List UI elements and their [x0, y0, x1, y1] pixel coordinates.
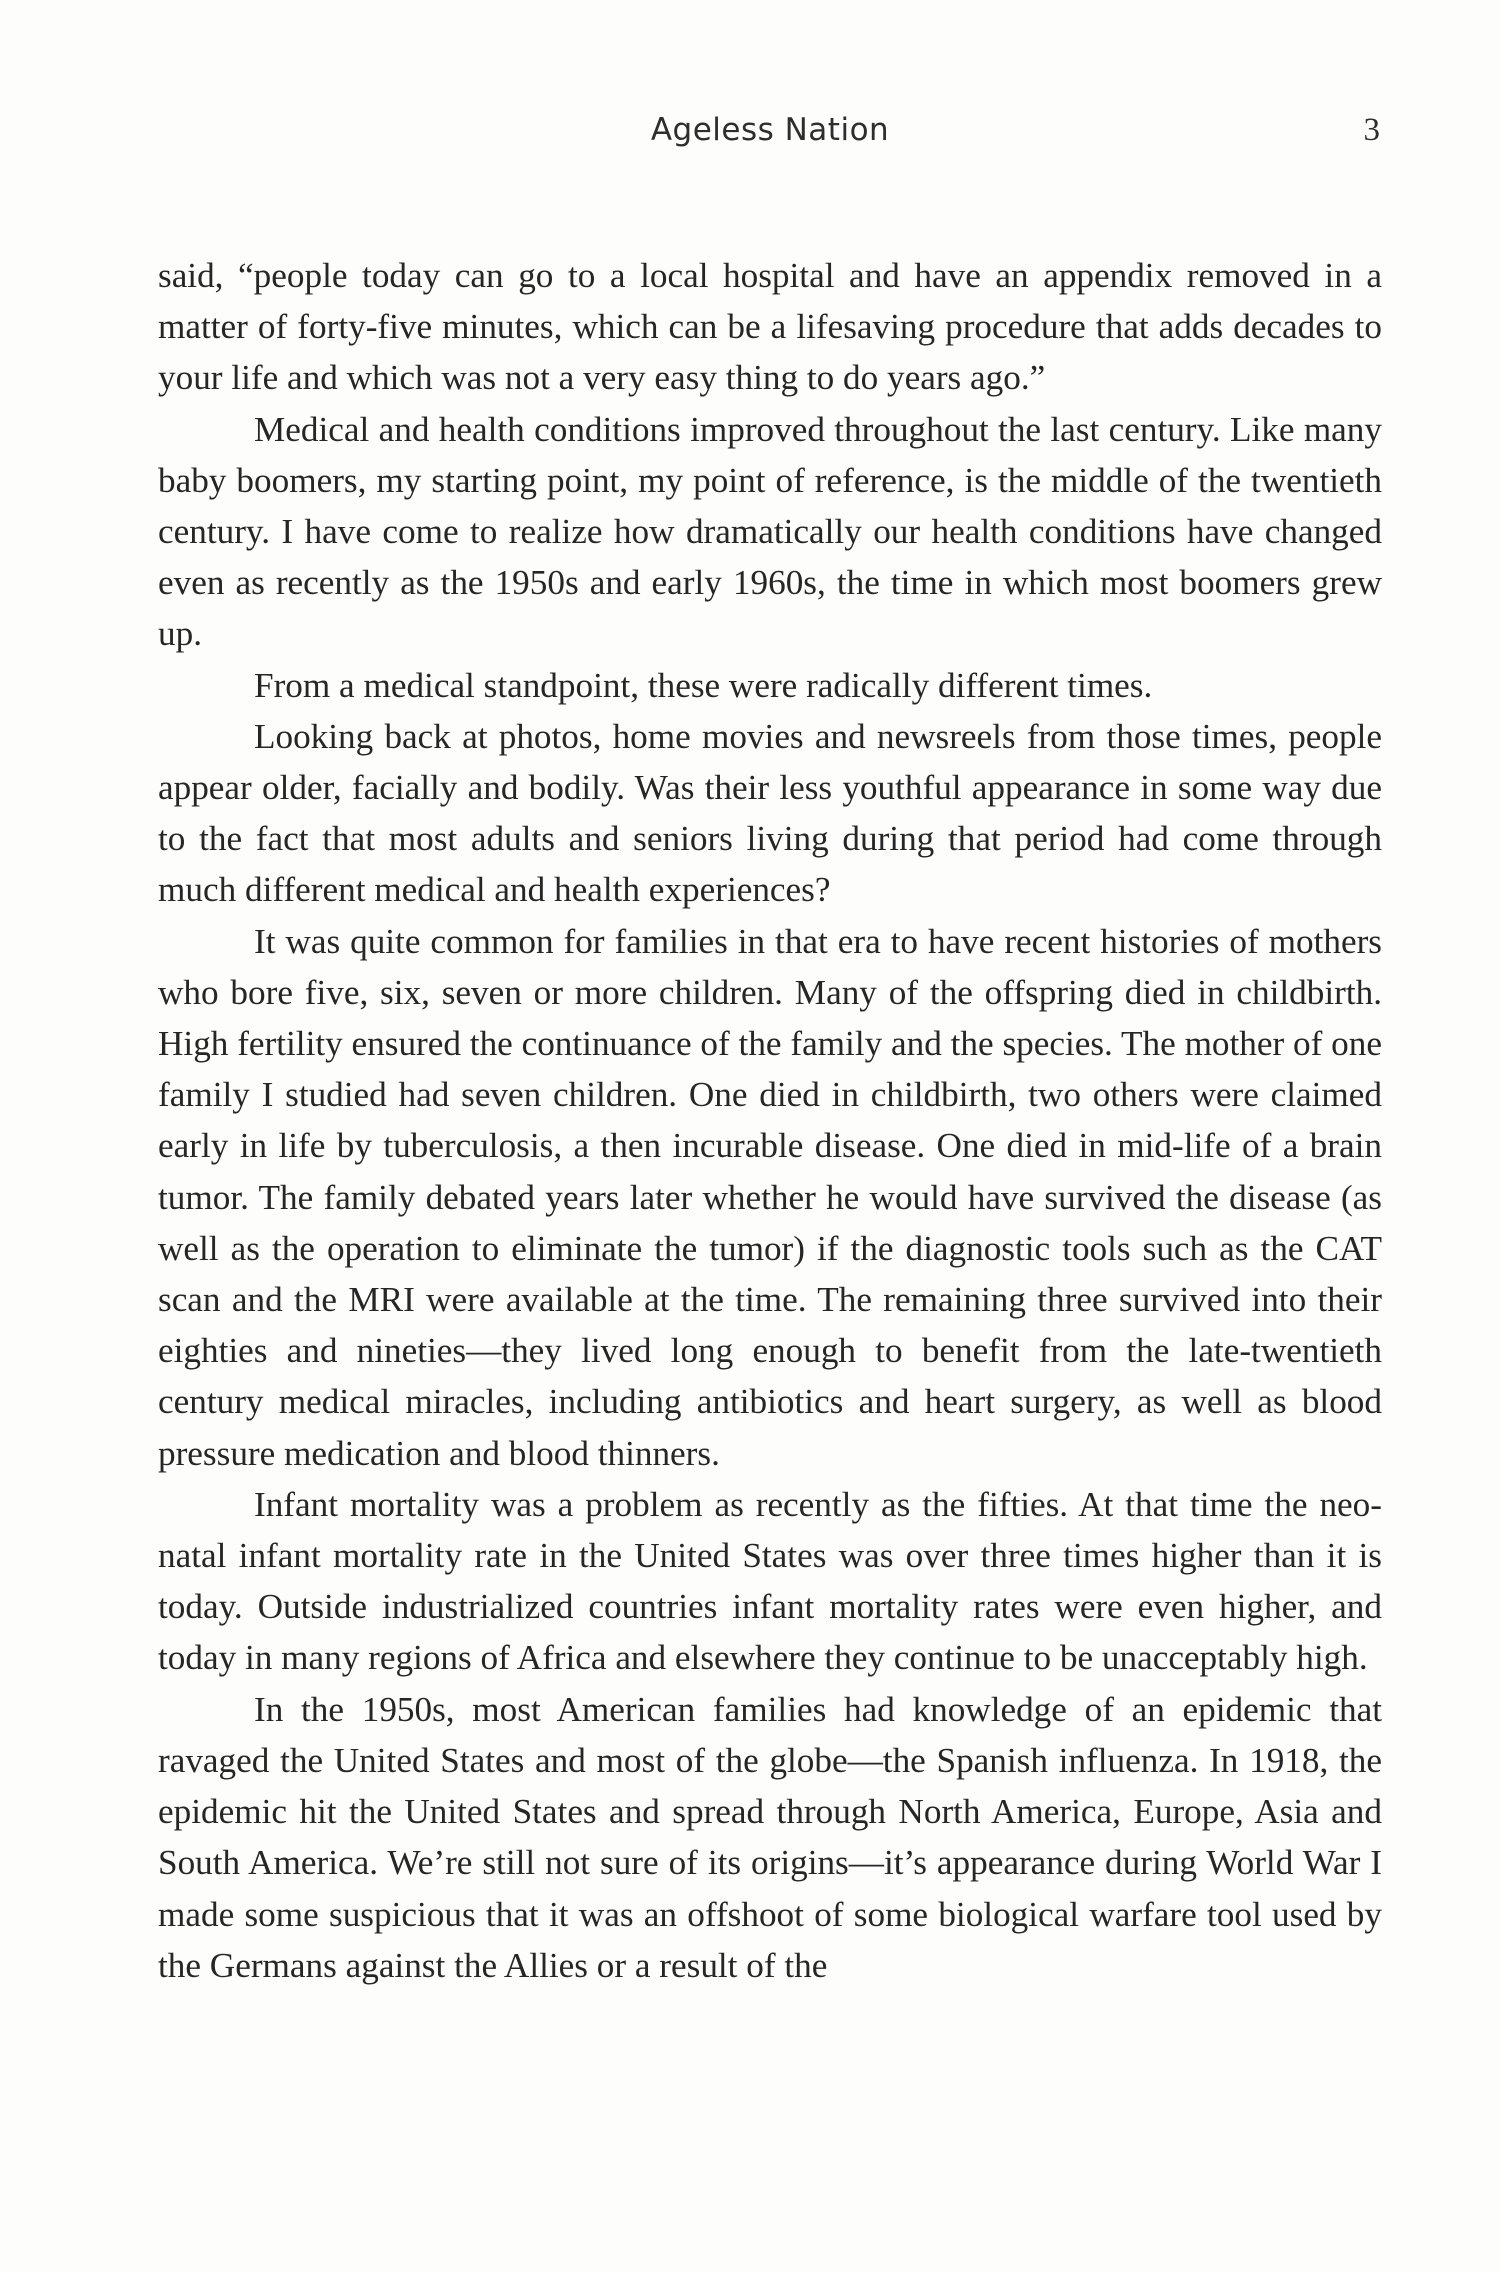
paragraph: From a medical standpoint, these were radically different times. — [254, 665, 1153, 705]
running-head — [160, 100, 1380, 160]
paragraph: Medical and health conditions improved throughout the last century. Like many baby boomers, my starting point, my point of reference, is the middle of the twentieth century. I have come to realize how dramatically our health conditions have changed even as recently as the 1950s and early 1960s, the time in which most boomers grew up. — [158, 409, 1382, 654]
paragraph: Infant mortality was a problem as recently as the fifties. At that time the neo-natal infant mortality rate in the United States was over three times higher than it is today. Outside industrialized countries infant mortality rates were even higher, and today in many regions of Africa and elsewhere they continue to be unacceptably high. — [158, 1484, 1382, 1678]
page-number: 3 — [1363, 112, 1380, 148]
paragraph: It was quite common for families in that era to have recent histories of mothers who bore five, six, seven or more children. Many of the offspring died in childbirth. High fertility ensured the continuance of the family and the species. The mother of one family I studied had seven children. One died in childbirth, two others were claimed early in life by tuberculosis, a then incurable disease. One died in mid-life of a brain tumor. The family debated years later whether he would have survived the disease (as well as the operation to eliminate the tumor) if the diagnostic tools such as the CAT scan and the MRI were available at the time. The remaining three survived into their eighties and nineties—they lived long enough to benefit from the late-twentieth century medical miracles, including antibiotics and heart surgery, as well as blood pressure medication and blood thinners. — [158, 921, 1382, 1473]
paragraph: In the 1950s, most American families had knowledge of an epidemic that ravaged the United States and most of the globe—the Spanish influenza. In 1918, the epidemic hit the United States and spread through North America, Europe, Asia and South America. We’re still not sure of its origins—it’s appearance during World War I made some suspicious that it was an offshoot of some biological warfare tool used by the Germans against the Allies or a result of the — [158, 1689, 1382, 1985]
paragraph: Looking back at photos, home movies and newsreels from those times, people appear older, facially and bodily. Was their less youthful appearance in some way due to the fact that most adults and seniors living during that period had come through much different medical and health experiences? — [158, 716, 1382, 910]
running-head-title: Ageless Nation — [650, 112, 890, 148]
paragraph-continued: said, “people today can go to a local hospital and have an appendix removed in a matter of forty-five minutes, which can be a lifesaving procedure that adds decades to your life and which was not a very easy thing to do years ago.” — [158, 256, 1382, 398]
body-text — [158, 250, 1382, 1991]
